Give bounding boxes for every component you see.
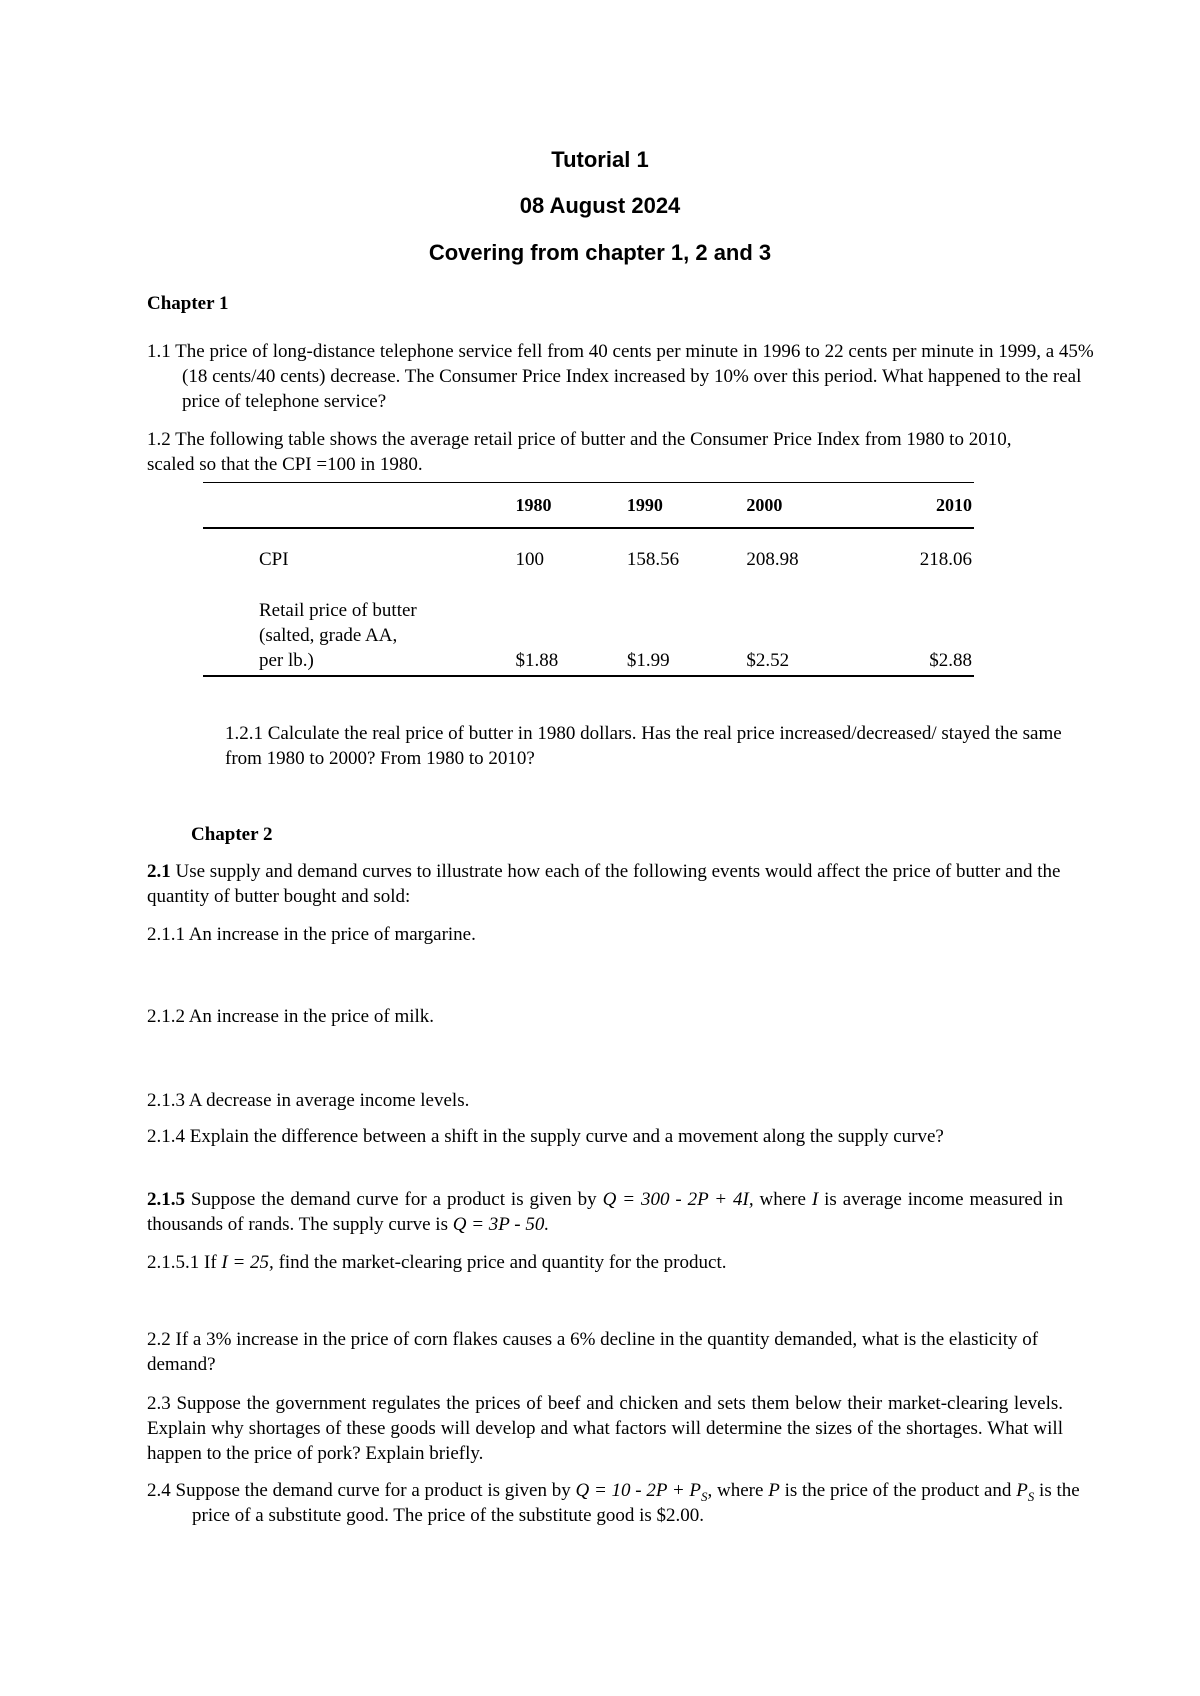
- row-label-line: per lb.): [259, 650, 314, 671]
- table-cell: 158.56: [626, 549, 680, 570]
- question-text: is the price of the product and: [784, 1480, 1012, 1501]
- table-cell: CPI: [259, 549, 289, 570]
- table-cell: $2.88: [868, 582, 974, 676]
- question-2-1-4: 2.1.4 Explain the difference between a shift in the supply curve and a movement along the supply curve?: [147, 1126, 944, 1147]
- question-1-2-1: [225, 721, 1063, 771]
- question-2-1: [147, 859, 1063, 909]
- question-number: 2.4: [147, 1480, 171, 1501]
- question-text: The price of long-distance telephone service fell from 40 cents per minute in 1996 to 22 cents per minute in 1999, a 45% (18 cents/40 cents) decrease. The Consumer Price Index increased by 10% over this period. What happened to the real price of telephone service?: [175, 341, 1094, 412]
- table-cell: $2.52: [746, 582, 867, 676]
- subscript: S: [701, 1488, 708, 1504]
- question-text: The following table shows the average retail price of butter and the Consumer Price Index from 1980 to 2010, scaled so that the CPI =100 in 1980.: [147, 429, 1012, 475]
- table-header-cell: 2000: [746, 483, 867, 529]
- question-2-1-5: [147, 1187, 1063, 1237]
- document-subtitle: Covering from chapter 1, 2 and 3: [428, 240, 772, 265]
- variable-p: P: [768, 1480, 780, 1501]
- table-cell: 208.98: [746, 549, 799, 570]
- table-row: [203, 582, 974, 676]
- question-number: 1.2: [147, 429, 171, 450]
- income-equation: I = 25,: [221, 1252, 274, 1273]
- question-number: 2.1: [147, 861, 171, 882]
- question-text: Use supply and demand curves to illustrate how each of the following events would affect the price of butter and the quantity of butter bought and sold:: [147, 861, 1061, 907]
- butter-price-table: [203, 482, 974, 677]
- question-text: , where: [707, 1480, 764, 1501]
- demand-equation: Q = 10 - 2P + P: [575, 1480, 702, 1501]
- question-2-1-5-1: [147, 1250, 1063, 1275]
- variable-ps: P: [1016, 1480, 1028, 1501]
- table-header-cell: [203, 483, 516, 529]
- table-header-cell: 2010: [868, 483, 974, 529]
- question-2-3: 2.3 Suppose the government regulates the prices of beef and chicken and sets them below their market-clearing levels. Explain why shortages of these goods will develop and what factors will determine the sizes of the shortages. What will happen to the price of pork? Explain briefly.: [147, 1393, 1063, 1464]
- question-text: Calculate the real price of butter in 1980 dollars. Has the real price increased/decreased/ stayed the same from 1980 to 2000? From 1980 to 2010?: [225, 723, 1062, 769]
- question-number: 2.1.5.1: [147, 1252, 200, 1273]
- table-cell: $1.88: [516, 582, 627, 676]
- question-number: 2.1.5: [147, 1189, 185, 1210]
- question-number: 1.1: [147, 341, 171, 362]
- table-cell: 100: [515, 549, 545, 570]
- question-1-1: [147, 339, 1098, 414]
- question-text: where: [759, 1189, 806, 1210]
- row-label-line: (salted, grade AA,: [259, 625, 398, 646]
- variable-i: I: [811, 1189, 819, 1210]
- table-row: [203, 528, 974, 582]
- subscript: S: [1027, 1488, 1035, 1504]
- chapter1-heading: Chapter 1: [147, 293, 229, 314]
- question-2-4: [147, 1478, 1108, 1528]
- question-2-2: 2.2 If a 3% increase in the price of corn flakes causes a 6% decline in the quantity demanded, what is the elasticity of demand?: [147, 1329, 1039, 1375]
- question-text: is average income measured in thousands of rands. The supply curve is: [147, 1189, 1064, 1235]
- question-1-2: [147, 427, 1063, 477]
- question-text: Suppose the demand curve for a product is given by: [175, 1480, 571, 1501]
- question-2-1-3: 2.1.3 A decrease in average income levels.: [147, 1090, 470, 1111]
- chapter2-heading: Chapter 2: [191, 824, 273, 845]
- question-2-1-1: 2.1.1 An increase in the price of margarine.: [147, 924, 476, 945]
- demand-equation: Q = 300 - 2P + 4I,: [602, 1189, 754, 1210]
- table-header-cell: 1980: [516, 483, 627, 529]
- question-text: is the price of a substitute good. The price of the substitute good is $2.00.: [192, 1480, 1080, 1526]
- supply-equation: Q = 3P - 50.: [452, 1214, 550, 1235]
- question-text: find the market-clearing price and quantity for the product.: [278, 1252, 727, 1273]
- row-label-line: Retail price of butter: [259, 600, 417, 621]
- table-cell: $1.99: [627, 582, 746, 676]
- table-header-cell: 1990: [627, 483, 746, 529]
- table-cell: 218.06: [919, 549, 972, 570]
- table-cell: [203, 582, 516, 676]
- document-date: 08 August 2024: [519, 193, 681, 218]
- document-title: Tutorial 1: [551, 147, 649, 172]
- table-header-row: [203, 483, 974, 529]
- question-number: 1.2.1: [225, 723, 263, 744]
- question-text: If: [204, 1252, 217, 1273]
- question-text: Suppose the demand curve for a product is given by: [190, 1189, 597, 1210]
- question-2-1-2: 2.1.2 An increase in the price of milk.: [147, 1006, 435, 1027]
